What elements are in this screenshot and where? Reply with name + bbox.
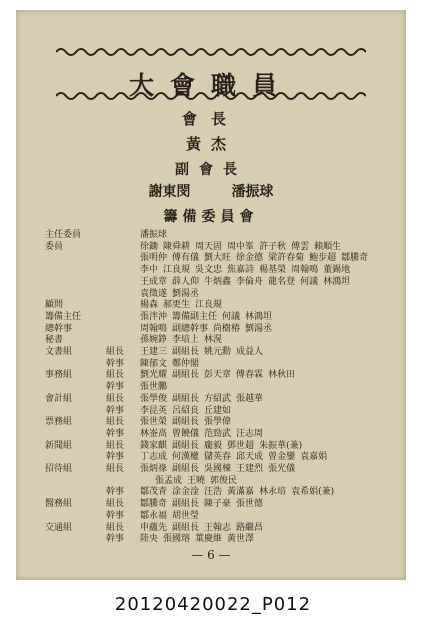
roster-person: 張學俊 <box>140 393 168 404</box>
roster-person: 郝更生 <box>163 300 191 311</box>
roster-person: 方紹武 <box>204 393 232 404</box>
roster-group-label: 秘書 <box>45 335 64 346</box>
roster-person: 副組長 <box>172 499 200 510</box>
roster-group-label: 票務組 <box>45 417 73 428</box>
roster-person: 劉大旺 <box>204 253 232 264</box>
document-page <box>16 10 406 580</box>
roster-group-label: 交通組 <box>45 522 73 533</box>
roster-person: 傅雲 <box>291 241 310 252</box>
roster-person: 劉湯丞 <box>172 288 200 299</box>
roster-person: 黃世澤 <box>227 534 255 545</box>
roster-person: 成益人 <box>236 347 264 357</box>
roster-person: 姚元勳 <box>204 347 232 357</box>
roster-person: 林崟高 <box>140 428 168 439</box>
roster-person: 鄒永福 <box>140 510 168 521</box>
vice-president-heading: 副會長 <box>175 162 247 178</box>
roster-person: 許子秋 <box>259 241 287 252</box>
roster-position: 組長 <box>106 464 125 474</box>
roster-person: 副組長 <box>172 393 200 404</box>
vice-president-names <box>16 181 406 201</box>
image-caption: 20120420022_P012 <box>114 594 312 615</box>
vice-president-name: 謝東閔 <box>148 184 191 200</box>
roster-person: 江良規 <box>195 300 223 311</box>
roster-person: 葉慶維 <box>195 534 223 545</box>
roster-person: 林滉 <box>204 335 223 346</box>
roster-group-label: 籌備主任 <box>45 311 82 322</box>
roster-person: 尚樹椿 <box>213 323 241 334</box>
roster-person: 胡世瑩 <box>172 510 200 521</box>
roster-person: 副組長 <box>172 464 200 474</box>
roster-group-label: 委員 <box>45 241 64 252</box>
roster-person: 黃滿嘉 <box>227 487 255 498</box>
roster-person: 牛炳鑫 <box>204 276 232 287</box>
roster-position: 幹事 <box>106 358 125 369</box>
roster-person: 周翰鳴 <box>140 323 168 334</box>
page-number: — 6 — <box>191 548 231 562</box>
roster-person: 楊森 <box>140 300 159 311</box>
roster-position: 組長 <box>106 499 125 510</box>
roster-person: 張越華 <box>236 393 264 404</box>
roster-person: 張炳祿 <box>140 464 168 474</box>
roster-person: 張孟成 <box>155 475 183 486</box>
roster-position: 組長 <box>106 417 125 428</box>
roster-person: 劉湯丞 <box>245 323 273 334</box>
roster-person: 副組長 <box>172 440 200 451</box>
roster-people <box>140 532 380 547</box>
roster-person: 何議 <box>300 276 319 287</box>
roster-person: 袁徵遂 <box>140 288 168 299</box>
roster-person: 陳舜耕 <box>163 241 191 252</box>
vice-president-name: 潘振球 <box>231 184 274 200</box>
roster-person: 陸央 <box>140 534 159 545</box>
roster-person: 楊基榮 <box>259 265 287 276</box>
roster-person: 徐金德 <box>236 253 264 264</box>
roster-person: 劉光耀 <box>140 370 168 381</box>
roster-person: 潘振球 <box>140 230 168 240</box>
ornamental-border-top <box>56 46 366 58</box>
roster-position: 幹事 <box>106 487 125 498</box>
roster-position: 組長 <box>106 393 125 404</box>
roster-person: 陳子豪 <box>204 499 232 510</box>
roster-group-label: 事務組 <box>45 370 73 381</box>
ornamental-border-bottom <box>56 90 366 102</box>
roster-person: 鮑步超 <box>309 253 337 264</box>
roster-person: 涂金淦 <box>172 487 200 498</box>
roster-person: 副總幹事 <box>172 323 209 334</box>
roster-person: 副組長 <box>172 347 200 357</box>
roster-person: 林鴻坦 <box>323 276 351 287</box>
roster-person: 范勁武 <box>204 428 232 439</box>
roster-person: 朱振華(兼) <box>259 440 303 451</box>
roster-person: 薛人仰 <box>172 276 200 287</box>
roster-person: 汪浩 <box>204 487 223 498</box>
roster-person: 龍名登 <box>268 276 296 287</box>
roster-person: 吳文忠 <box>195 265 223 276</box>
roster-person: 邱天成 <box>236 452 264 463</box>
roster-person: 傅有儀 <box>172 253 200 264</box>
roster-person: 曾金鑾 <box>268 452 296 463</box>
roster-position: 組長 <box>106 440 125 451</box>
roster-person: 鄒騰奇 <box>341 253 369 264</box>
roster-person: 陳郁文 <box>140 358 168 369</box>
roster-person: 袁嘉娟 <box>300 452 328 463</box>
roster-person: 梁許春菊 <box>268 253 305 264</box>
roster-person: 徐鋤 <box>140 241 159 252</box>
roster-person: 張國瑢 <box>163 534 191 545</box>
roster-group-label: 新聞組 <box>45 440 73 451</box>
roster-person: 錢家麒 <box>140 440 168 451</box>
roster-position: 幹事 <box>106 428 125 439</box>
roster-person: 袁希娟(兼) <box>291 487 335 498</box>
roster-row <box>16 532 406 547</box>
roster-person: 張世德 <box>236 499 264 510</box>
roster-person: 林秋田 <box>268 370 296 381</box>
roster-person: 傅春霖 <box>236 370 264 381</box>
roster-person: 焦嘉詩 <box>227 265 255 276</box>
roster-person: 丁志成 <box>140 452 168 463</box>
roster-person: 王建三 <box>140 347 168 357</box>
roster-person: 王建烈 <box>236 464 264 474</box>
roster-person: 賴順生 <box>314 241 342 252</box>
roster-person: 儲英春 <box>204 452 232 463</box>
roster-position: 幹事 <box>106 510 125 521</box>
roster-group-label: 文書組 <box>45 347 73 357</box>
roster-person: 周天固 <box>195 241 223 252</box>
roster-person: 副組長 <box>172 370 200 381</box>
roster-person: 周翰鳴 <box>291 265 319 276</box>
roster-person: 張世榮 <box>140 417 168 428</box>
roster-person: 呂紹良 <box>172 405 200 416</box>
roster-person: 張世鵬 <box>140 382 168 393</box>
roster-person: 丘建如 <box>204 405 232 416</box>
roster-person: 郭俊民 <box>210 475 238 486</box>
roster-person: 曾饒儀 <box>172 428 200 439</box>
president-heading: 會長 <box>181 110 240 128</box>
roster-person: 張光儀 <box>268 464 296 474</box>
roster-person: 林永培 <box>259 487 287 498</box>
roster-person: 鄧世超 <box>227 440 255 451</box>
roster-position: 組長 <box>106 347 125 357</box>
roster-person: 副組長 <box>172 417 200 428</box>
roster-person: 張明仲 <box>140 253 168 264</box>
roster-person: 申蘊先 <box>140 522 168 533</box>
roster-person: 吳國棟 <box>204 464 232 474</box>
roster-group-label: 醫務組 <box>45 499 73 510</box>
roster-person: 副組長 <box>172 522 200 533</box>
roster-person: 鄒茂青 <box>140 487 168 498</box>
roster-group-label: 會計組 <box>45 393 73 404</box>
roster-person: 王曉 <box>187 475 206 486</box>
roster-person: 李昆英 <box>140 405 168 416</box>
roster-person: 張學偉 <box>204 417 232 428</box>
roster-position: 幹事 <box>106 452 125 463</box>
roster-person: 李倫舟 <box>236 276 264 287</box>
roster-group-label: 主任委員 <box>45 230 82 240</box>
roster-person: 路繼昌 <box>236 522 264 533</box>
roster-person: 張泮沖 <box>140 311 168 322</box>
roster-person: 江良規 <box>163 265 191 276</box>
roster-person: 林鴻坦 <box>245 311 273 322</box>
roster-person: 鄒騰奇 <box>140 499 168 510</box>
roster-group-label: 招待組 <box>45 464 73 474</box>
roster-person: 龐毅 <box>204 440 223 451</box>
roster-person: 董錫地 <box>323 265 351 276</box>
roster-person: 孫婉錚 <box>140 335 168 346</box>
roster-group-label: 總幹事 <box>45 323 73 334</box>
roster-position: 幹事 <box>106 534 125 545</box>
roster-position: 組長 <box>106 370 125 381</box>
roster-group-label: 顧問 <box>45 300 64 311</box>
roster-person: 汪志周 <box>236 428 264 439</box>
roster-position: 幹事 <box>106 405 125 416</box>
roster-person: 彭天章 <box>204 370 232 381</box>
roster-person: 何漢權 <box>172 452 200 463</box>
roster-position: 幹事 <box>106 382 125 393</box>
president-name: 黃杰 <box>185 135 236 153</box>
roster-person: 何議 <box>222 311 241 322</box>
roster-person: 王成章 <box>140 276 168 287</box>
roster-person: 籌備副主任 <box>172 311 218 322</box>
roster-person: 王翰志 <box>204 522 232 533</box>
committee-heading: 籌備委員會 <box>163 209 259 225</box>
roster-person: 李培上 <box>172 335 200 346</box>
banner-title: 大會職員 <box>128 71 293 100</box>
roster-position: 組長 <box>106 522 125 533</box>
roster-person: 鄭仲閣 <box>172 358 200 369</box>
roster-person: 周中峯 <box>227 241 255 252</box>
roster-person: 李中 <box>140 265 159 276</box>
